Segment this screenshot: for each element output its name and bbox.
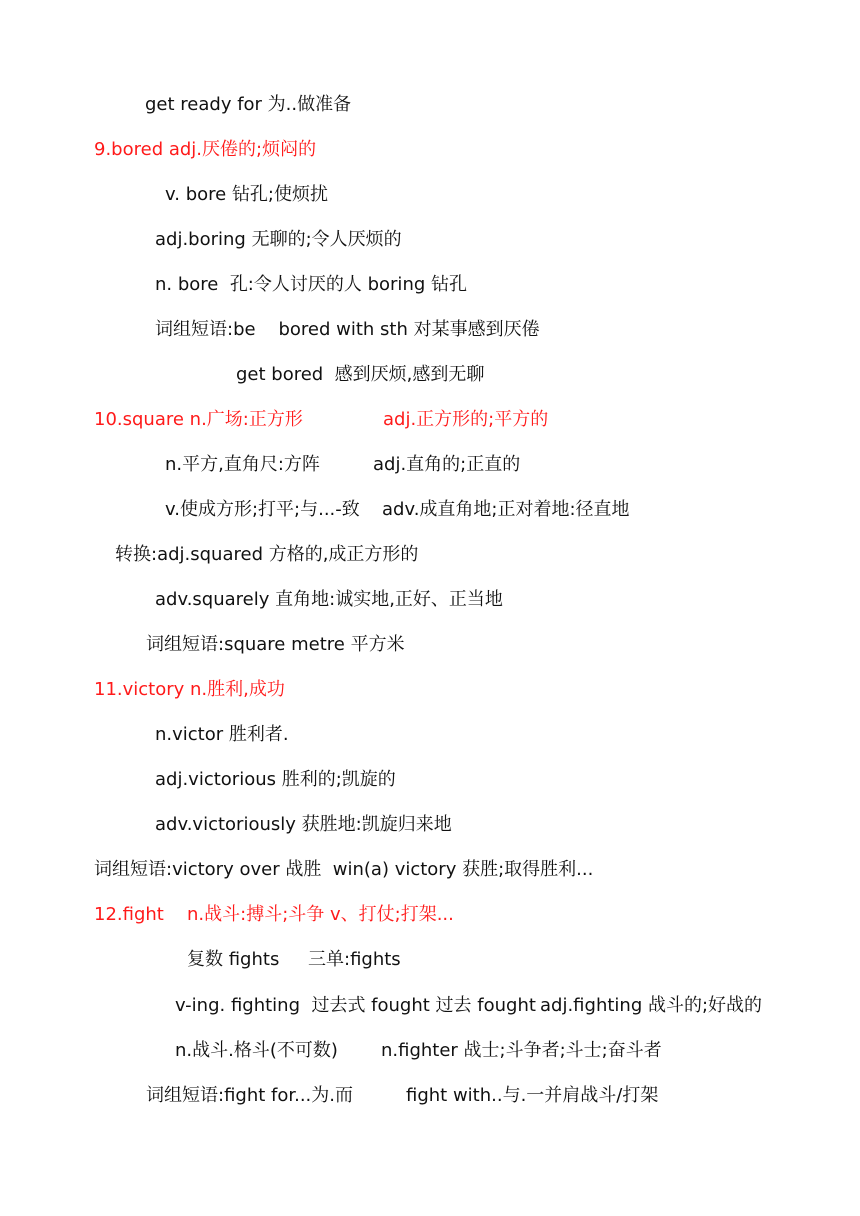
text-line-fights-third-person: 三单:fights (308, 949, 401, 970)
text-line-bored-phrase: 词组短语:be bored with sth 对某事感到厌倦 (155, 319, 540, 340)
text-line-get-ready-for: get ready for 为..做准备 (145, 94, 352, 115)
text-line-fighting-adj: adj.fighting 战斗的;好战的 (540, 995, 763, 1016)
entry-heading-square-adj: adj.正方形的;平方的 (383, 409, 549, 430)
text-line-square-verb: v.使成方形;打平;与...-致 (165, 499, 360, 520)
text-line-boring-adj: adj.boring 无聊的;令人厌烦的 (155, 229, 402, 250)
text-line-fighting-forms: v-ing. fighting 过去式 fought 过去 fought (175, 995, 536, 1016)
text-line-get-bored: get bored 感到厌烦,感到无聊 (236, 364, 485, 385)
text-line-fights-plural: 复数 fights (187, 949, 280, 970)
text-line-square-phrase: 词组短语:square metre 平方米 (146, 634, 405, 655)
entry-heading-victory: 11.victory n.胜利,成功 (94, 679, 285, 700)
text-line-victory-phrase: 词组短语:victory over 战胜 win(a) victory 获胜;取得胜利... (94, 859, 594, 880)
text-line-victor: n.victor 胜利者. (155, 724, 289, 745)
text-line-bore-verb: v. bore 钻孔;使烦扰 (165, 184, 329, 205)
text-line-victoriously: adv.victoriously 获胜地:凯旋归来地 (155, 814, 452, 835)
text-line-square-noun: n.平方,直角尺:方阵 (165, 454, 320, 475)
text-line-fight-noun: n.战斗.格斗(不可数) (175, 1040, 338, 1061)
text-line-bore-noun: n. bore 孔:令人讨厌的人 boring 钻孔 (155, 274, 467, 295)
text-line-victorious: adj.victorious 胜利的;凯旋的 (155, 769, 396, 790)
entry-heading-fight-defs: n.战斗:搏斗;斗争 v、打仗;打架... (187, 904, 454, 925)
text-line-squarely: adv.squarely 直角地:诚实地,正好、正当地 (155, 589, 503, 610)
entry-heading-fight: 12.fight (94, 904, 164, 925)
text-line-fight-with: fight with..与.一并肩战斗/打架 (406, 1085, 659, 1106)
text-line-fight-for: 词组短语:fight for...为.而 (146, 1085, 353, 1106)
text-line-squared: 转换:adj.squared 方格的,成正方形的 (115, 544, 419, 565)
text-line-square-adv: adv.成直角地;正对着地:径直地 (382, 499, 630, 520)
text-line-square-adj: adj.直角的;正直的 (373, 454, 521, 475)
entry-heading-bored: 9.bored adj.厌倦的;烦闷的 (94, 139, 317, 160)
text-line-fighter: n.fighter 战士;斗争者;斗士;奋斗者 (381, 1040, 662, 1061)
entry-heading-square: 10.square n.广场:正方形 (94, 409, 303, 430)
